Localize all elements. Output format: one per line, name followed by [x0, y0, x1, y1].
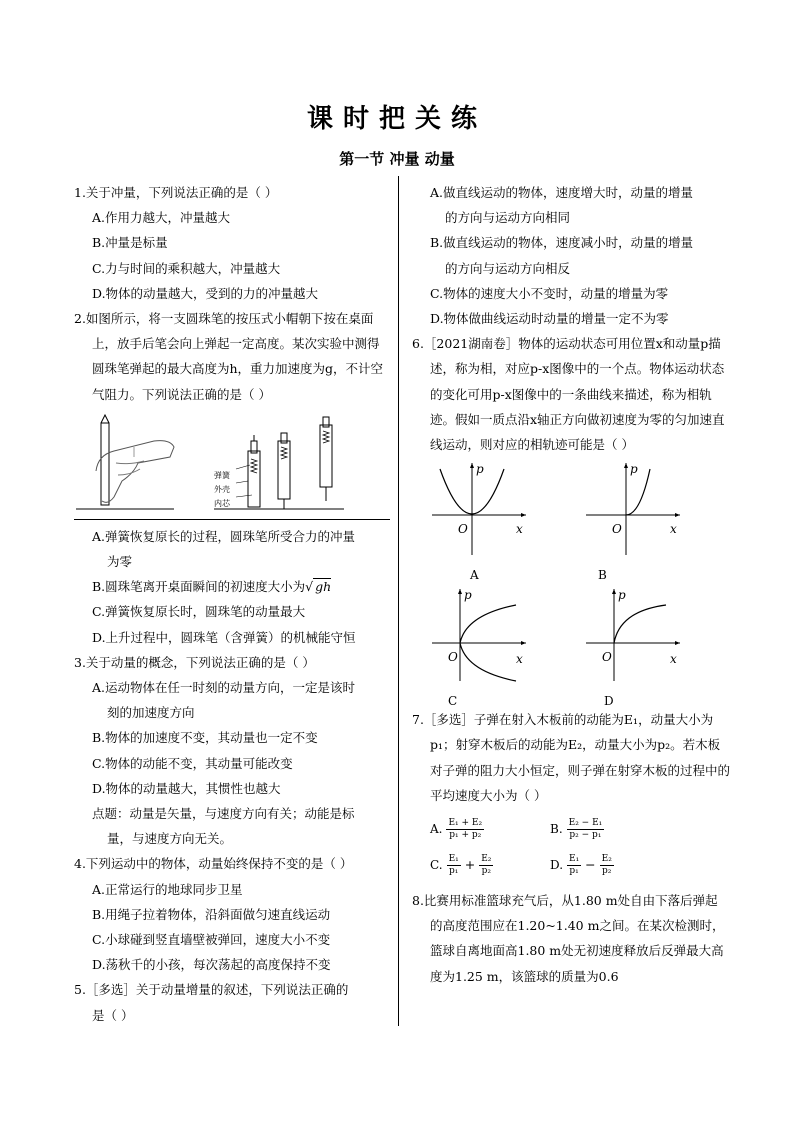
question-3-tip-line1: 点题：动量是矢量，与速度方向有关；动能是标 [92, 806, 355, 822]
question-5-option-d: D.物体做曲线运动时动量的增量一定不为零 [430, 311, 669, 327]
question-2 [74, 306, 390, 650]
pen-figure [74, 411, 390, 520]
question-5-option-a [412, 180, 730, 230]
graph-d-x-label: x [670, 652, 677, 667]
frac-den: p₁ + p₂ [449, 830, 482, 841]
question-2-option-d: D.上升过程中，圆珠笔（含弹簧）的机械能守恒 [92, 629, 356, 645]
question-1-option-c: C.力与时间的乘积越大，冲量越大 [92, 260, 281, 276]
frac-num: E₁ [448, 854, 459, 865]
question-1-option-a: A.作用力越大，冲量越大 [92, 210, 231, 226]
question-5-option-b-line2: 的方向与运动方向相反 [445, 260, 571, 276]
graph-d-p-label: p [618, 588, 626, 603]
question-2-option-a [74, 524, 390, 574]
column-divider [398, 176, 399, 1026]
frac-num: E₂ [601, 854, 612, 865]
question-7-option-d-frac1 [567, 854, 581, 877]
pen-illustration [74, 411, 390, 515]
graph-a-p-label: p [476, 462, 484, 477]
question-1-stem: 1.关于冲量，下列说法正确的是（ ） [74, 185, 278, 200]
graph-a-label: A [470, 568, 479, 583]
question-2-stem: 2.如图所示，将一支圆珠笔的按压式小帽朝下按在桌面上，放手后笔会向上弹起一定高度。某次实验中测得圆珠笔弹起的最大高度为h，重力加速度为g，不计空气阻力。下列说法正确的是（ ） [74, 311, 384, 402]
frac-num: E₂ [481, 854, 492, 865]
question-7-option-d-frac2 [600, 854, 614, 877]
question-7-stem: 7.［多选］子弹在射入木板前的动能为E₁，动量大小为p₁；射穿木板后的动能为E₂，动量大小为p₂。若木板对子弹的阻力大小恒定，则子弹在射穿木板的过程中的平均速度大小为（ ） [412, 712, 731, 803]
question-7-option-a-label: A. [430, 822, 443, 837]
question-1-option-b: B.冲量是标量 [92, 235, 168, 251]
question-7-option-c-label: C. [430, 858, 443, 873]
frac-num: E₁ + E₂ [448, 818, 483, 829]
question-7-option-c-frac1 [447, 854, 461, 877]
question-7-option-c-frac2 [479, 854, 493, 877]
question-6 [412, 331, 730, 707]
question-7-option-b-label: B. [550, 822, 563, 837]
question-5-option-b-line1: B.做直线运动的物体，速度减小时，动量的增量 [430, 235, 694, 251]
question-3-tip-line2: 量，与速度方向无关。 [107, 831, 233, 847]
section-title: 第一节 冲量 动量 [339, 150, 455, 168]
graph-c-origin: O [448, 650, 458, 665]
question-1 [74, 180, 390, 306]
frac-den: p₁ [569, 866, 579, 877]
question-5-start [74, 977, 390, 1027]
question-3-option-c: C.物体的动能不变，其动量可能改变 [92, 755, 293, 771]
graph-b-origin: O [612, 522, 622, 537]
question-4-stem: 4.下列运动中的物体，动量始终保持不变的是（ ） [74, 856, 353, 872]
question-8-stem: 8.比赛用标准篮球充气后，从1.80 m处自由下落后弹起的高度范围应在1.20~1.40 m之间。在某次检测时，篮球自离地面高1.80 m处无初速度释放后反弹最大高度为1.25 m，该篮球的质量为0.6 [412, 893, 725, 984]
question-2-option-a-line2: 为零 [107, 554, 133, 570]
question-5-option-a-line1: A.做直线运动的物体，速度增大时，动量的增量 [430, 185, 694, 200]
question-2-option-a-line1: A.弹簧恢复原长的过程，圆珠笔所受合力的冲量 [92, 528, 356, 544]
question-2-option-b: B.圆珠笔离开桌面瞬间的初速度大小为√ gh [92, 579, 332, 595]
fig-label-spring: 弹簧 [214, 470, 230, 480]
fig-label-shell: 外壳 [214, 484, 230, 494]
question-7-options-cd [412, 848, 730, 888]
question-4 [74, 851, 390, 977]
graph-c-label: C [448, 694, 458, 709]
question-7-option-d-op: − [585, 857, 596, 873]
question-7 [412, 707, 730, 888]
question-3-option-a-line2: 刻的加速度方向 [107, 705, 195, 721]
question-2-option-c: C.弹簧恢复原长时，圆珠笔的动量最大 [92, 604, 306, 620]
question-5-option-c: C.物体的速度大小不变时，动量的增量为零 [430, 285, 669, 301]
question-5-stem-line2: 是（ ） [92, 1007, 134, 1023]
frac-den: p₁ [448, 866, 459, 877]
graph-d-label: D [604, 694, 614, 709]
left-column [74, 180, 390, 1028]
graph-a-x-label: x [516, 522, 523, 537]
question-5-options [412, 180, 730, 331]
phase-graphs [412, 457, 730, 707]
question-1-option-d: D.物体的动量越大，受到的力的冲量越大 [92, 285, 319, 301]
question-3-option-a [74, 675, 390, 725]
sqrt-gh: gh [315, 579, 332, 595]
question-4-option-c: C.小球碰到竖直墙壁被弹回，速度大小不变 [92, 932, 331, 948]
graph-a-origin: O [458, 522, 468, 537]
graph-c-x-label: x [516, 652, 523, 667]
question-4-option-d: D.荡秋千的小孩，每次荡起的高度保持不变 [92, 957, 331, 973]
question-2-option-b-text: B.圆珠笔离开桌面瞬间的初速度大小为 [92, 579, 306, 595]
question-7-option-c [430, 852, 493, 878]
question-4-option-b: B.用绳子拉着物体，沿斜面做匀速直线运动 [92, 906, 331, 922]
question-7-option-d-label: D. [550, 858, 564, 873]
question-5-stem-line1: 5.［多选］关于动量增量的叙述，下列说法正确的 [74, 982, 349, 998]
graph-b-label: B [598, 568, 607, 583]
question-5-option-b [412, 230, 730, 280]
question-7-option-d [550, 852, 614, 878]
frac-den: p₂ − p₁ [569, 830, 602, 841]
question-3 [74, 650, 390, 852]
frac-num: E₁ [569, 854, 580, 865]
question-4-option-a: A.正常运行的地球同步卫星 [92, 881, 243, 897]
question-7-option-b-frac [567, 818, 605, 841]
right-column [412, 180, 730, 989]
question-7-option-a [430, 816, 484, 842]
frac-den: p₂ [481, 866, 491, 877]
graph-b-p-label: p [630, 462, 638, 477]
question-5-option-a-line2: 的方向与运动方向相同 [445, 210, 571, 226]
question-7-option-c-op: + [464, 857, 476, 873]
frac-num: E₂ − E₁ [568, 818, 603, 829]
page-title: 课时把关练 [306, 104, 487, 134]
question-7-option-a-frac [446, 818, 484, 841]
graph-c-p-label: p [464, 588, 472, 603]
question-3-tip [74, 801, 390, 851]
graph-b-x-label: x [670, 522, 677, 537]
question-7-option-b [550, 816, 604, 842]
graph-d-origin: O [602, 650, 612, 665]
question-3-stem: 3.关于动量的概念，下列说法正确的是（ ） [74, 654, 315, 670]
question-3-option-d: D.物体的动量越大，其惯性也越大 [92, 780, 281, 796]
question-6-stem: 6.［2021湖南卷］物体的运动状态可用位置x和动量p描述，称为相，对应p-x图像中的一个点。物体运动状态的变化可用p-x图像中的一条曲线来描述，称为相轨迹。假如一质点沿x轴正方向做初速度为零的匀加速直线运动，则对应的相轨迹可能是（ ） [412, 336, 725, 453]
fig-label-core: 内芯 [214, 498, 230, 508]
question-7-options-ab [412, 808, 730, 848]
frac-den: p₂ [602, 866, 612, 877]
question-3-option-a-line1: A.运动物体在任一时刻的动量方向，一定是该时 [92, 680, 356, 696]
question-3-option-b: B.物体的加速度不变，其动量也一定不变 [92, 730, 318, 746]
question-8 [412, 888, 730, 989]
